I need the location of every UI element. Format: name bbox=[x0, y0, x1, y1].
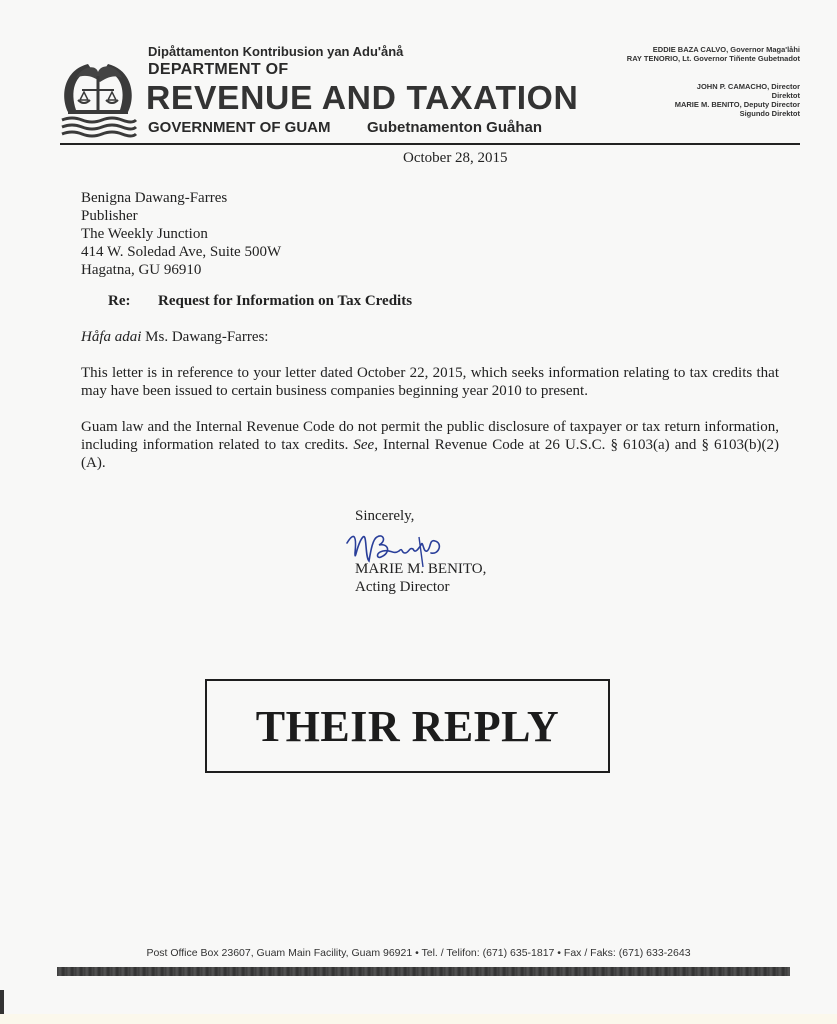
official-director-chamorro: Direktot bbox=[771, 91, 800, 100]
signer-block bbox=[355, 560, 486, 596]
department-name-chamorro: Dipåttamenton Kontribusion yan Adu'ånå bbox=[148, 44, 404, 59]
government-label: GOVERNMENT OF GUAM bbox=[148, 119, 331, 136]
scan-edge-mark bbox=[0, 990, 4, 1014]
official-governor: EDDIE BAZA CALVO, Governor Maga'låhi bbox=[652, 45, 800, 54]
footer-divider-bar bbox=[57, 967, 790, 976]
body-paragraph-1: This letter is in reference to your letter dated October 22, 2015, which seeks information relating to tax credits that may have been issued to certain business companies beginning year 2010 to present. bbox=[81, 365, 779, 399]
recipient-title: Publisher bbox=[81, 208, 138, 224]
paragraph-2-text-b: Internal Revenue Code at 26 U.S.C. § 6103(a) and § 6103(b)(2)(A). bbox=[81, 437, 779, 471]
salutation-name: Ms. Dawang-Farres: bbox=[141, 329, 269, 345]
recipient-name: Benigna Dawang-Farres bbox=[81, 190, 228, 206]
government-label-chamorro: Gubetnamenton Guåhan bbox=[367, 119, 543, 136]
official-lt-governor: RAY TENORIO, Lt. Governor Tiñente Gubetnadot bbox=[626, 54, 800, 63]
body-paragraph-2 bbox=[81, 418, 779, 472]
their-reply-label: THEIR REPLY bbox=[255, 701, 560, 751]
paragraph-2-see: See, bbox=[353, 437, 378, 453]
letter-date: October 28, 2015 bbox=[403, 150, 508, 166]
department-of-label: DEPARTMENT OF bbox=[148, 61, 289, 78]
scan-bottom-strip bbox=[0, 1014, 837, 1024]
recipient-street: 414 W. Soledad Ave, Suite 500W bbox=[81, 244, 282, 260]
closing: Sincerely, bbox=[355, 508, 415, 524]
recipient-city: Hagatna, GU 96910 bbox=[81, 262, 202, 278]
paragraph-2-text-a: Guam law and the Internal Revenue Code do not permit the public disclosure of taxpayer or tax return information, including information related to tax credits. bbox=[81, 419, 779, 453]
official-deputy-director-chamorro: Sigundo Direktot bbox=[739, 109, 800, 118]
seal-palm-tree-scales-icon bbox=[58, 56, 138, 138]
salutation-greeting: Håfa adai bbox=[81, 329, 142, 345]
department-title: REVENUE AND TAXATION bbox=[146, 79, 579, 116]
footer-address: Post Office Box 23607, Guam Main Facility, Guam 96921 • Tel. / Telifon: (671) 635-1817 • Fax / Faks: (671) 633-2643 bbox=[146, 947, 691, 959]
subject-line bbox=[108, 293, 412, 310]
subject-label: Re: bbox=[108, 293, 131, 309]
officials-director-block bbox=[675, 82, 800, 118]
letterhead-divider bbox=[60, 143, 800, 145]
subject-text: Request for Information on Tax Credits bbox=[158, 293, 413, 309]
official-director: JOHN P. CAMACHO, Director bbox=[696, 82, 800, 91]
recipient-organization: The Weekly Junction bbox=[81, 226, 208, 242]
salutation bbox=[81, 329, 268, 346]
signer-name: MARIE M. BENITO, bbox=[355, 561, 487, 577]
signer-title: Acting Director bbox=[355, 579, 450, 595]
their-reply-stamp bbox=[205, 679, 610, 773]
official-deputy-director: MARIE M. BENITO, Deputy Director bbox=[674, 100, 800, 109]
recipient-address bbox=[81, 189, 281, 279]
officials-governor-block bbox=[627, 45, 800, 63]
